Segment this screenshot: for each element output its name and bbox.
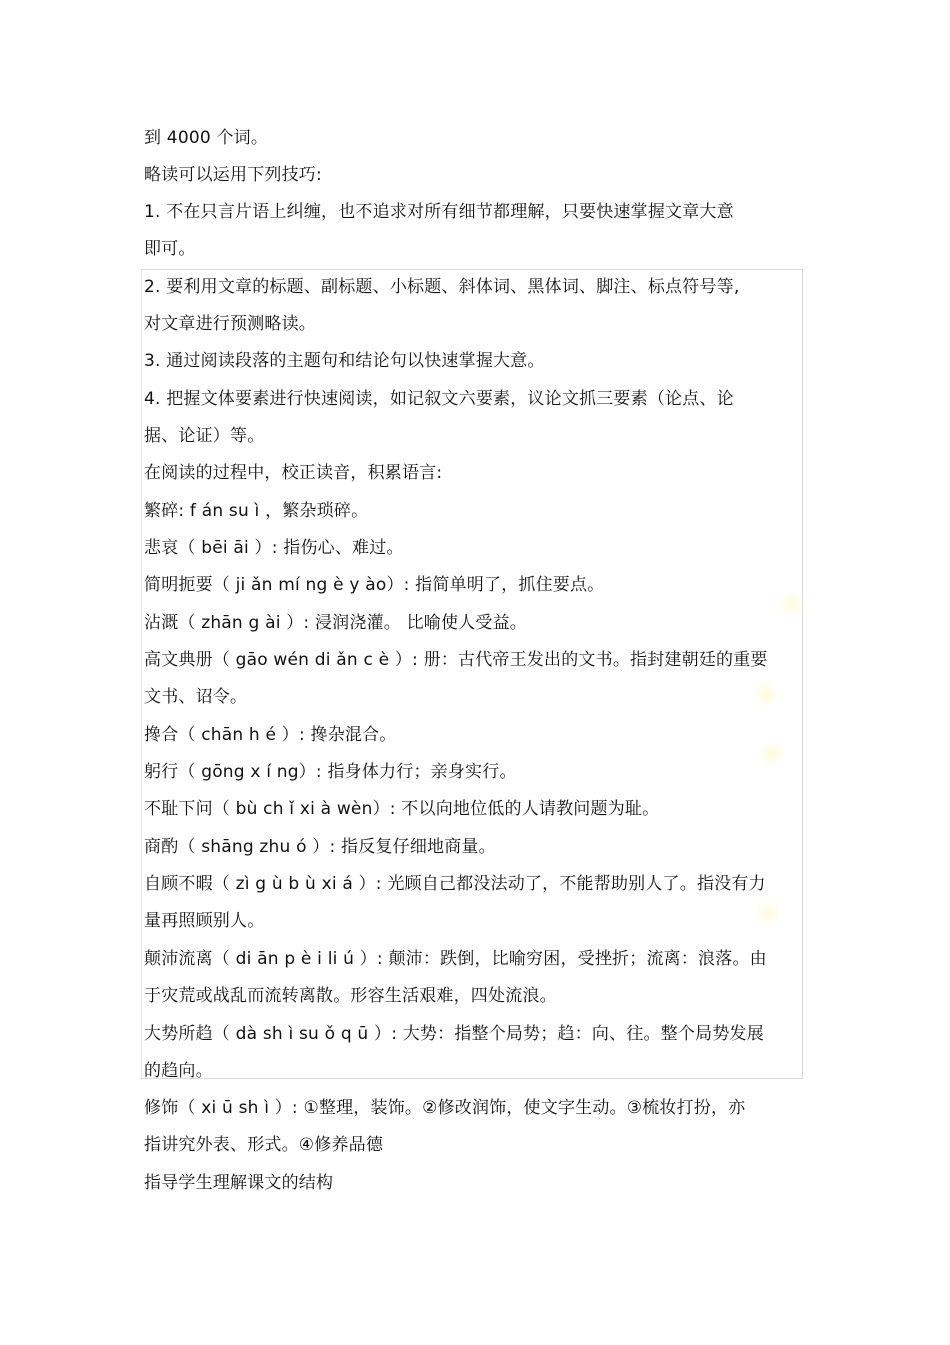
faint-highlight-mark [758, 740, 786, 768]
text-line: 4. 把握文体要素进行快速阅读，如记叙文六要素，议论文抓三要素（论点、论 [144, 389, 734, 409]
text-line: 1. 不在只言片语上纠缠，也不追求对所有细节都理解，只要快速掌握文章大意 [144, 202, 734, 222]
text-line: 繁碎: f án su ì ，繁杂琐碎。 [144, 501, 369, 521]
text-line: 在阅读的过程中，校正读音，积累语言: [144, 463, 443, 483]
text-line: 即可。 [144, 239, 196, 259]
text-line: 大势所趋（ dà sh ì su ǒ q ū ）: 大势：指整个局势；趋：向、往。整个局势发展 [144, 1024, 764, 1044]
text-line: 自顾不暇（ zì g ù b ù xi á ）: 光顾自己都没法动了，不能帮助别人了。指没有力 [144, 874, 766, 894]
text-line: 颠沛流离（ di ān p è i li ú ）: 颠沛：跌倒，比喻穷困，受挫折；流离：浪落。由 [144, 949, 767, 969]
text-line: 对文章进行预测略读。 [144, 314, 316, 334]
text-line: 沾溉（ zhān g ài ）: 浸润浇灌。 比喻使人受益。 [144, 613, 527, 633]
text-line: 据、论证）等。 [144, 426, 265, 446]
text-line: 量再照顾别人。 [144, 911, 265, 931]
text-line: 文书、诏令。 [144, 687, 248, 707]
text-line: 商酌（ shāng zhu ó ）: 指反复仔细地商量。 [144, 837, 496, 857]
text-line: 指导学生理解课文的结构 [144, 1173, 334, 1193]
text-line: 简明扼要（ ji ǎn mí ng è y ào）: 指简单明了，抓住要点。 [144, 575, 605, 595]
text-line: 不耻下问（ bù ch ǐ xi à wèn）: 不以向地位低的人请教问题为耻。 [144, 799, 660, 819]
text-line: 的趋向。 [144, 1061, 213, 1081]
text-line: 悲哀（ bēi āi ）: 指伤心、难过。 [144, 538, 404, 558]
text-line: 2. 要利用文章的标题、副标题、小标题、斜体词、黑体词、脚注、标点符号等, [144, 277, 740, 297]
text-line: 指讲究外表、形式。④修养品德 [144, 1135, 384, 1155]
faint-highlight-mark [754, 900, 782, 928]
text-line: 躬行（ gōng x í ng）: 指身体力行；亲身实行。 [144, 762, 517, 782]
text-line: 3. 通过阅读段落的主题句和结论句以快速掌握大意。 [144, 351, 545, 371]
text-line: 高文典册（ gāo wén di ǎn c è ）: 册：古代帝王发出的文书。指封建朝廷的重要 [144, 650, 768, 670]
text-line: 修饰（ xi ū sh ì ）: ①整理，装饰。②修改润饰，使文字生动。③梳妆打扮，亦 [144, 1098, 746, 1118]
faint-highlight-mark [752, 680, 780, 708]
text-line: 到 4000 个词。 [144, 128, 269, 148]
faint-highlight-mark [778, 590, 806, 618]
text-line: 略读可以运用下列技巧: [144, 165, 322, 185]
text-line: 搀合（ chān h é ）: 搀杂混合。 [144, 725, 397, 745]
text-line: 于灾荒或战乱而流转离散。形容生活艰难，四处流浪。 [144, 986, 557, 1006]
